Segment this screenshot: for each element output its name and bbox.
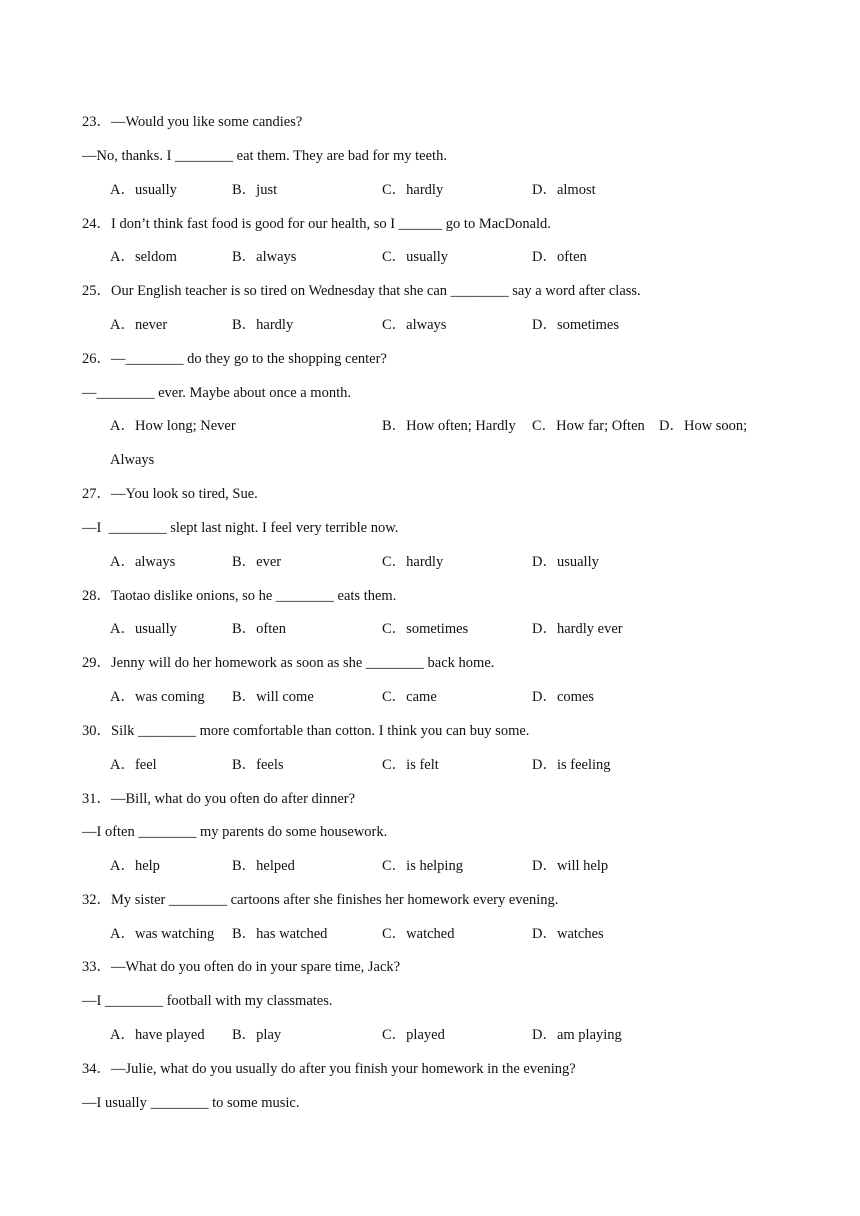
option-d: D．sometimes [532, 317, 619, 333]
question-27-stem: 27．—You look so tired, Sue. [82, 486, 258, 502]
option-d: D．comes [532, 689, 595, 705]
option-a: A．feel [110, 757, 157, 773]
question-33-stem: 33．—What do you often do in your spare time, Jack? [82, 959, 401, 975]
question-29-options [110, 688, 790, 706]
option-c: C．is helping [382, 858, 463, 874]
option-c: C．played [382, 1027, 445, 1043]
question-25-stem: 25．Our English teacher is so tired on Wednesday that she can ________ say a word after class. [82, 283, 641, 299]
question-23-options [110, 181, 790, 199]
option-c: C．always [382, 317, 447, 333]
option-d: D．watches [532, 926, 604, 942]
option-b: B．often [232, 621, 286, 637]
question-28-stem: 28．Taotao dislike onions, so he ________ eats them. [82, 588, 397, 604]
question-31-options [110, 857, 790, 875]
option-d: D．usually [532, 554, 599, 570]
question-34-response: —I usually ________ to some music. [82, 1095, 300, 1111]
question-31-stem: 31．—Bill, what do you often do after dinner? [82, 791, 356, 807]
option-a: A．How long; Never [110, 418, 236, 434]
option-d: D．is feeling [532, 757, 611, 773]
question-26-option-d-wrap: Always [110, 452, 155, 468]
option-d: D．am playing [532, 1027, 622, 1043]
option-d: D．almost [532, 182, 596, 198]
question-25-options [110, 316, 790, 334]
option-c: C．watched [382, 926, 455, 942]
option-c: C．sometimes [382, 621, 469, 637]
question-30-stem: 30．Silk ________ more comfortable than cotton. I think you can buy some. [82, 723, 530, 739]
option-a: A．have played [110, 1027, 205, 1043]
option-c: C．is felt [382, 757, 439, 773]
option-c: C．usually [382, 249, 449, 265]
option-b: B．always [232, 249, 297, 265]
question-24-stem: 24．I don’t think fast food is good for our health, so I ______ go to MacDonald. [82, 216, 551, 232]
option-d: D．hardly ever [532, 621, 623, 637]
question-23-response: —No, thanks. I ________ eat them. They are bad for my teeth. [82, 148, 447, 164]
question-24-options [110, 248, 790, 266]
question-27-response: —I ________ slept last night. I feel very terrible now. [82, 520, 399, 536]
question-33-response: —I ________ football with my classmates. [82, 993, 333, 1009]
option-b: B．feels [232, 757, 284, 773]
option-c: C．hardly [382, 182, 444, 198]
option-b: B．play [232, 1027, 282, 1043]
option-b: B．How often; Hardly [382, 418, 516, 434]
question-23-stem: 23．—Would you like some candies? [82, 114, 303, 130]
option-a: A．help [110, 858, 160, 874]
question-27-options [110, 553, 790, 571]
option-d: D．will help [532, 858, 609, 874]
question-34-stem: 34．—Julie, what do you usually do after you finish your homework in the evening? [82, 1061, 576, 1077]
option-c: C．came [382, 689, 437, 705]
option-a: A．was coming [110, 689, 205, 705]
option-a: A．usually [110, 621, 177, 637]
option-b: B．will come [232, 689, 314, 705]
option-c: C．hardly [382, 554, 444, 570]
option-d: D．often [532, 249, 587, 265]
option-b: B．hardly [232, 317, 294, 333]
option-b: B．has watched [232, 926, 328, 942]
option-d: D．How soon; [659, 418, 748, 434]
question-32-stem: 32．My sister ________ cartoons after she finishes her homework every evening. [82, 892, 559, 908]
question-32-options [110, 925, 790, 943]
option-a: A．was watching [110, 926, 215, 942]
question-26-response: —________ ever. Maybe about once a month. [82, 385, 351, 401]
question-29-stem: 29．Jenny will do her homework as soon as she ________ back home. [82, 655, 495, 671]
option-b: B．ever [232, 554, 282, 570]
question-26-stem: 26．—________ do they go to the shopping center? [82, 351, 387, 367]
option-a: A．seldom [110, 249, 177, 265]
option-b: B．helped [232, 858, 295, 874]
option-a: A．usually [110, 182, 177, 198]
option-a: A．always [110, 554, 176, 570]
question-28-options [110, 620, 790, 638]
option-c: C．How far; Often [532, 418, 645, 434]
option-b: B．just [232, 182, 278, 198]
question-26-options [110, 417, 790, 435]
question-31-response: —I often ________ my parents do some housework. [82, 824, 388, 840]
option-a: A．never [110, 317, 168, 333]
question-33-options [110, 1026, 790, 1044]
question-30-options [110, 756, 790, 774]
